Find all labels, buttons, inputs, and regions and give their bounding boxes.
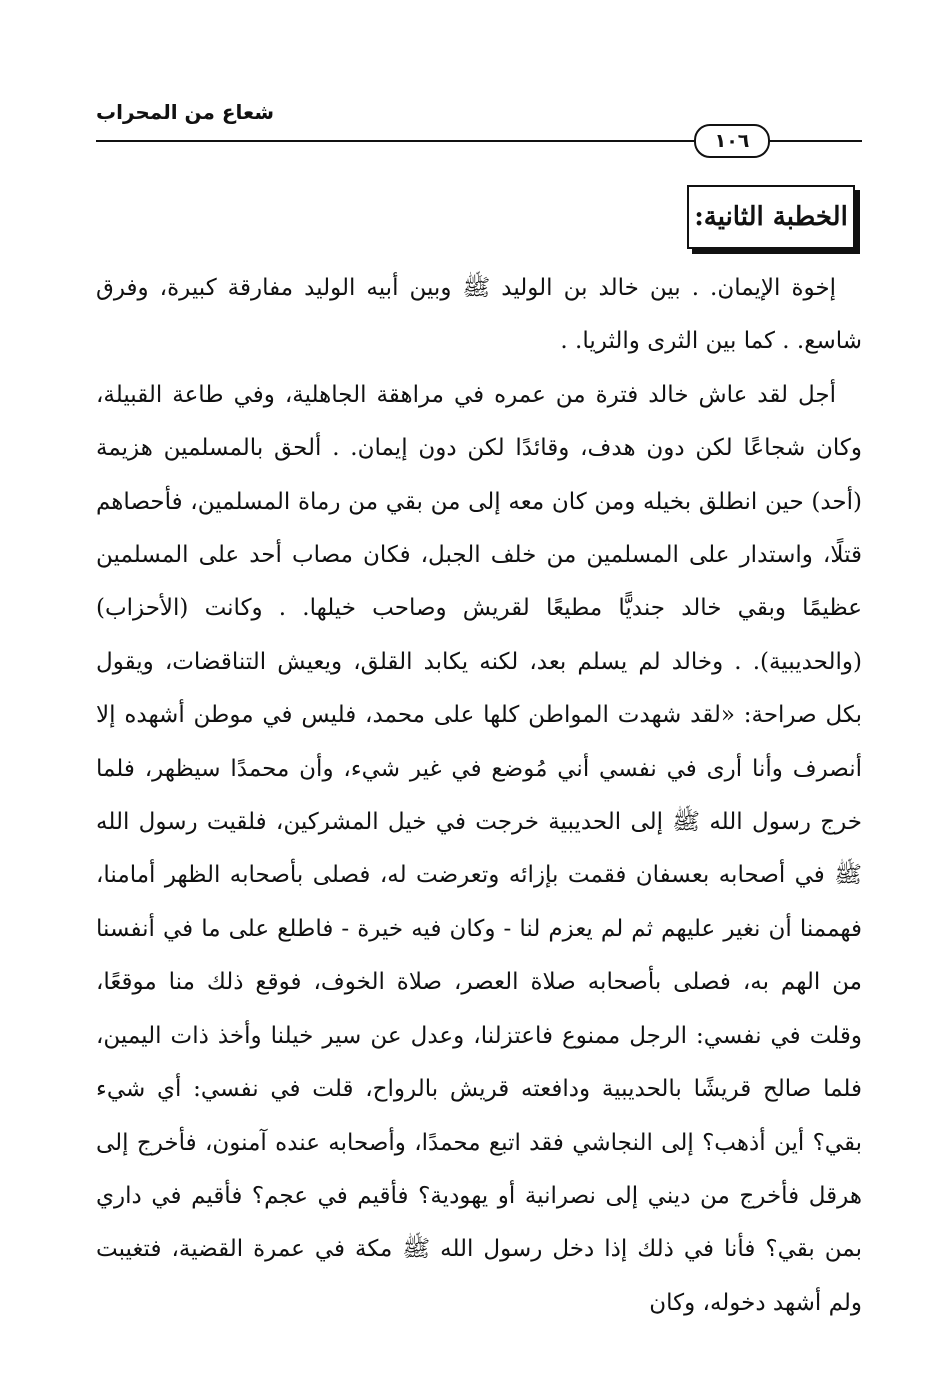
section-heading: الخطبة الثانية:	[687, 185, 855, 249]
paragraph: إخوة الإيمان. . بين خالد بن الوليد ﷺ وبين أبيه الوليد مفارقة كبيرة، وفرق شاسع. . كما بين الثرى والثريا. .	[96, 275, 862, 355]
body-text	[96, 262, 862, 1382]
paragraph: أجل لقد عاش خالد فترة من عمره في مراهقة الجاهلية، وفي طاعة القبيلة، وكان شجاعًا لكن دون هدف، وقائدًا لكن دون إيمان. . ألحق بالمسلمين هزيمة (أحد) حين انطلق بخيله ومن كان معه إلى من بقي من رماة المسلمين، فأحصاهم قتلًا، واستدار على المسلمين من خلف الجبل، فكان مصاب أحد على المسلمين عظيمًا وبقي خالد جنديًّا مطيعًا لقريش وصاحب خيلها. . وكانت (الأحزاب) (والحديبية). . وخالد لم يسلم بعد، لكنه يكابد القلق، ويعيش التناقضات، ويقول بكل صراحة: «لقد شهدت المواطن كلها على محمد، فليس في موطن أشهده إلا أنصرف وأنا أرى في نفسي أني مُوضع في غير شيء، وأن محمدًا سيظهر، فلما خرج رسول الله ﷺ إلى الحديبية خرجت في خيل المشركين، فلقيت رسول الله ﷺ في أصحابه بعسفان فقمت بإزائه وتعرضت له، فصلى بأصحابه الظهر أمامنا، فهممنا أن نغير عليهم ثم لم يعزم لنا - وكان فيه خيرة - فاطلع على ما في أنفسنا من الهم به، فصلى بأصحابه صلاة العصر، صلاة الخوف، فوقع ذلك منا موقعًا، وقلت في نفسي: الرجل ممنوع فاعتزلنا، وعدل عن سير خيلنا وأخذ ذات اليمين، فلما صالح قريشًا بالحديبية ودافعته قريش بالرواح، قلت في نفسي: أي شيء بقي؟ أين أذهب؟ إلى النجاشي فقد اتبع محمدًا، وأصحابه عنده آمنون، فأخرج إلى هرقل فأخرج من ديني إلى نصرانية أو يهودية؟ فأقيم في عجم؟ فأقيم في داري بمن بقي؟ فأنا في ذلك إذا دخل رسول الله ﷺ مكة في عمرة القضية، فتغيبت ولم أشهد دخوله، وكان	[96, 381, 863, 1316]
running-title: شعاع من المحراب	[96, 100, 275, 124]
page-number: ١٠٦	[694, 124, 770, 158]
